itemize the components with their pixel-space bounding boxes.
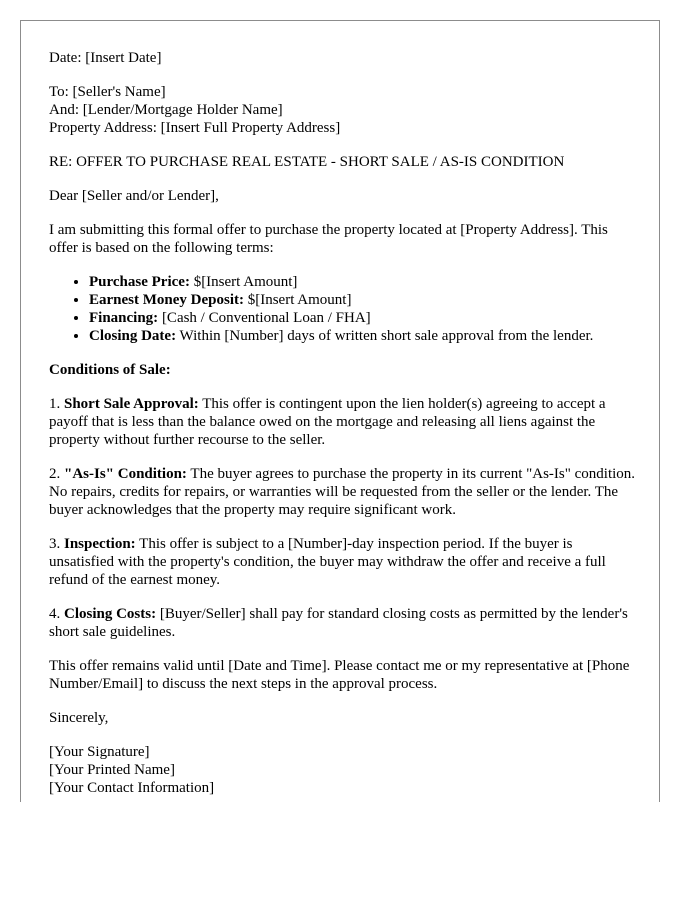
term-label: Financing: <box>89 310 159 326</box>
term-value: $[Insert Amount] <box>243 292 352 308</box>
condition-number: 3. <box>49 536 64 552</box>
date-line: Date: [Insert Date] <box>49 50 162 66</box>
condition-label: "As-Is" Condition: <box>64 466 187 482</box>
signature-line: [Your Signature] <box>49 744 150 760</box>
letter-body <box>49 49 639 797</box>
term-closing-date <box>89 327 639 345</box>
condition-text: [Buyer/Seller] shall pay for standard closing costs as permitted by the lender's short sale guidelines. <box>49 606 628 640</box>
recipient-block <box>49 83 639 137</box>
condition-label: Closing Costs: <box>64 606 157 622</box>
term-label: Closing Date: <box>89 328 177 344</box>
condition-as-is <box>49 465 639 519</box>
term-purchase-price <box>89 273 639 291</box>
recipient-property-address: Property Address: [Insert Full Property Address] <box>49 120 341 136</box>
term-label: Purchase Price: <box>89 274 190 290</box>
offer-terms-list <box>49 273 639 345</box>
term-value: Within [Number] days of written short sale approval from the lender. <box>176 328 594 344</box>
condition-text: This offer is contingent upon the lien holder(s) agreeing to accept a payoff that is less than the balance owed on the mortgage and releasing all liens against the property without further recourse to the seller. <box>49 396 606 448</box>
contact-info-line: [Your Contact Information] <box>49 780 215 796</box>
condition-number: 2. <box>49 466 64 482</box>
intro-paragraph: I am submitting this formal offer to purchase the property located at [Property Address]. This offer is based on the following terms: <box>49 222 608 256</box>
term-financing <box>89 309 639 327</box>
condition-closing-costs <box>49 605 639 641</box>
closing-phrase: Sincerely, <box>49 710 109 726</box>
condition-inspection <box>49 535 639 589</box>
condition-number: 4. <box>49 606 64 622</box>
term-value: [Cash / Conventional Loan / FHA] <box>158 310 371 326</box>
validity-paragraph: This offer remains valid until [Date and Time]. Please contact me or my representative at [Phone Number/Email] to discuss the next steps in the approval process. <box>49 658 630 692</box>
conditions-heading-text: Conditions of Sale: <box>49 362 171 378</box>
recipient-lender: And: [Lender/Mortgage Holder Name] <box>49 102 283 118</box>
term-label: Earnest Money Deposit: <box>89 292 244 308</box>
subject-line: RE: OFFER TO PURCHASE REAL ESTATE - SHORT SALE / AS-IS CONDITION <box>49 154 565 170</box>
condition-number: 1. <box>49 396 64 412</box>
condition-label: Short Sale Approval: <box>64 396 199 412</box>
condition-short-sale-approval <box>49 395 639 449</box>
letter-page <box>20 20 660 802</box>
conditions-heading <box>49 361 639 379</box>
condition-text: This offer is subject to a [Number]-day inspection period. If the buyer is unsatisfied with the property's condition, the buyer may withdraw the offer and receive a full refund of the earnest money. <box>49 536 606 588</box>
condition-text: The buyer agrees to purchase the property in its current "As-Is" condition. No repairs, credits for repairs, or warranties will be requested from the seller or the lender. The buyer acknowledges that the property may require significant work. <box>49 466 636 518</box>
printed-name-line: [Your Printed Name] <box>49 762 175 778</box>
term-value: $[Insert Amount] <box>189 274 298 290</box>
term-earnest-money <box>89 291 639 309</box>
salutation: Dear [Seller and/or Lender], <box>49 188 219 204</box>
condition-label: Inspection: <box>64 536 136 552</box>
recipient-seller: To: [Seller's Name] <box>49 84 166 100</box>
signature-block <box>49 743 639 797</box>
